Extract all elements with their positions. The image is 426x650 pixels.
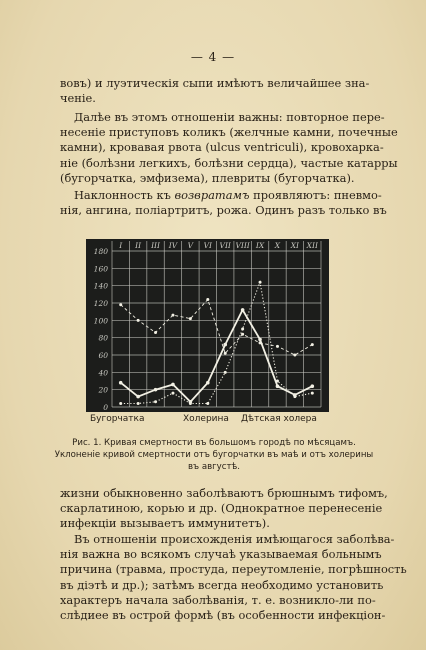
data-point: [154, 388, 158, 392]
data-point: [206, 402, 209, 405]
data-point: [137, 402, 140, 405]
x-tick-label: IX: [255, 241, 265, 250]
y-tick-label: 160: [93, 264, 108, 274]
y-tick-label: 180: [93, 247, 108, 256]
text-line: несеніе приступовъ коликъ (желчные камни, почечные: [60, 125, 398, 140]
data-point: [276, 384, 280, 388]
figure-caption: [36, 437, 392, 473]
y-tick-label: 120: [93, 299, 108, 308]
text-line: скарлатиною, корью и др. (Однократное перенесеніе: [60, 501, 383, 516]
paragraph-5: [60, 532, 407, 623]
data-point: [189, 402, 192, 405]
y-tick-label: 20: [98, 385, 108, 395]
data-point: [258, 338, 262, 342]
x-tick-label: VI: [203, 241, 212, 250]
text-line: ніе (болѣзни легкихъ, болѣзни сердца), частые катарры: [60, 155, 398, 170]
text-line: въ діэтѣ и др.); затѣмъ всегда необходимо установить: [60, 577, 384, 592]
text-line: камни), кровавая рвота (ulcus ventriculi), кровохарка-: [60, 140, 384, 155]
data-point: [136, 395, 140, 399]
mortality-chart: [86, 239, 329, 412]
data-point: [293, 395, 296, 398]
legend-label-tuberculosis: Бугорчатка: [90, 414, 145, 424]
data-point: [137, 319, 140, 322]
x-tick-label: XI: [290, 241, 300, 250]
text-line: Въ отношеніи происхожденія имѣющагося заболѣва-: [74, 532, 395, 546]
data-point: [223, 343, 227, 347]
paragraph-2: [60, 110, 398, 186]
data-point: [119, 303, 122, 306]
text-line: нія важна во всякомъ случаѣ указываемая больнымъ: [60, 547, 382, 562]
text-line: ченіе.: [60, 91, 96, 106]
text-line: характеръ начала заболѣванія, т. е. возникло-ли по-: [60, 592, 376, 607]
x-tick-label: II: [135, 241, 142, 250]
data-point: [206, 298, 209, 301]
chart-legend: [86, 414, 329, 428]
x-tick-label: VII: [219, 241, 231, 250]
y-tick-label: 140: [93, 281, 108, 291]
data-point: [310, 384, 314, 388]
data-point: [241, 333, 244, 336]
x-tick-label: VIII: [235, 241, 250, 250]
text-line: причина (травма, простуда, переутомленіе, погрѣшность: [60, 562, 407, 577]
text-line: Далѣе въ этомъ отношеніи важны: повторное пере-: [74, 110, 385, 124]
text-line: слѣдиее въ острой формѣ (въ особенности инфекціон-: [60, 607, 386, 622]
y-tick-label: 80: [98, 333, 108, 343]
data-point: [171, 392, 174, 395]
data-point: [311, 392, 314, 395]
paragraph-1: [60, 76, 372, 106]
chart-background: [86, 239, 329, 412]
x-tick-label: III: [151, 241, 160, 250]
data-point: [224, 352, 227, 355]
data-point: [241, 308, 245, 312]
text-line-with-italic: Наклонность къ возвратамъ проявляютъ: пневмо-: [74, 188, 382, 202]
data-point: [224, 371, 227, 374]
data-point: [276, 345, 279, 348]
legend-label-child-cholera: Дѣтская холера: [241, 414, 317, 424]
x-tick-label: I: [119, 241, 123, 250]
data-point: [171, 383, 175, 387]
caption-line: Уклоненіе кривой смертности отъ бугорчатки въ маѣ и отъ холерины: [54, 450, 374, 460]
y-tick-label: 100: [93, 316, 108, 326]
legend-label-cholerine: Холерина: [183, 414, 229, 424]
text-line: нія, ангина, поліартритъ, рожа. Одинъ разъ только въ: [60, 203, 387, 218]
paragraph-3: [60, 188, 387, 218]
x-tick-label: V: [187, 241, 194, 250]
data-point: [119, 381, 123, 385]
text-line: жизни обыкновенно заболѣваютъ брюшнымъ тифомъ,: [60, 486, 388, 500]
data-point: [259, 281, 262, 284]
data-point: [241, 328, 244, 331]
data-point: [154, 400, 157, 403]
page-number: — 4 —: [190, 50, 236, 64]
x-tick-label: IV: [168, 241, 178, 250]
text-line: вовъ) и луэтическія сыпи имѣютъ величайшее зна-: [60, 76, 370, 90]
data-point: [171, 314, 174, 317]
text-line: (бугорчатка, эмфизема), плевриты (бугорчатка).: [60, 170, 355, 185]
x-tick-label: XII: [306, 241, 318, 250]
data-point: [311, 343, 314, 346]
text-line: инфекціи вызываетъ иммунитетъ).: [60, 516, 270, 531]
data-point: [206, 381, 210, 385]
caption-line: Рис. 1. Кривая смертности въ большомъ городѣ по мѣсяцамъ.: [72, 438, 356, 448]
data-point: [276, 380, 279, 383]
data-point: [154, 331, 157, 334]
y-tick-label: 60: [98, 351, 108, 360]
italic-word: возвратамъ: [174, 188, 250, 202]
data-point: [189, 317, 192, 320]
y-tick-label: 40: [98, 368, 108, 378]
data-point: [293, 354, 296, 357]
caption-line: въ августѣ.: [187, 462, 241, 472]
x-tick-label: X: [274, 241, 281, 250]
data-point: [119, 402, 122, 405]
paragraph-4: [60, 486, 388, 532]
y-tick-label: 0: [103, 403, 108, 412]
